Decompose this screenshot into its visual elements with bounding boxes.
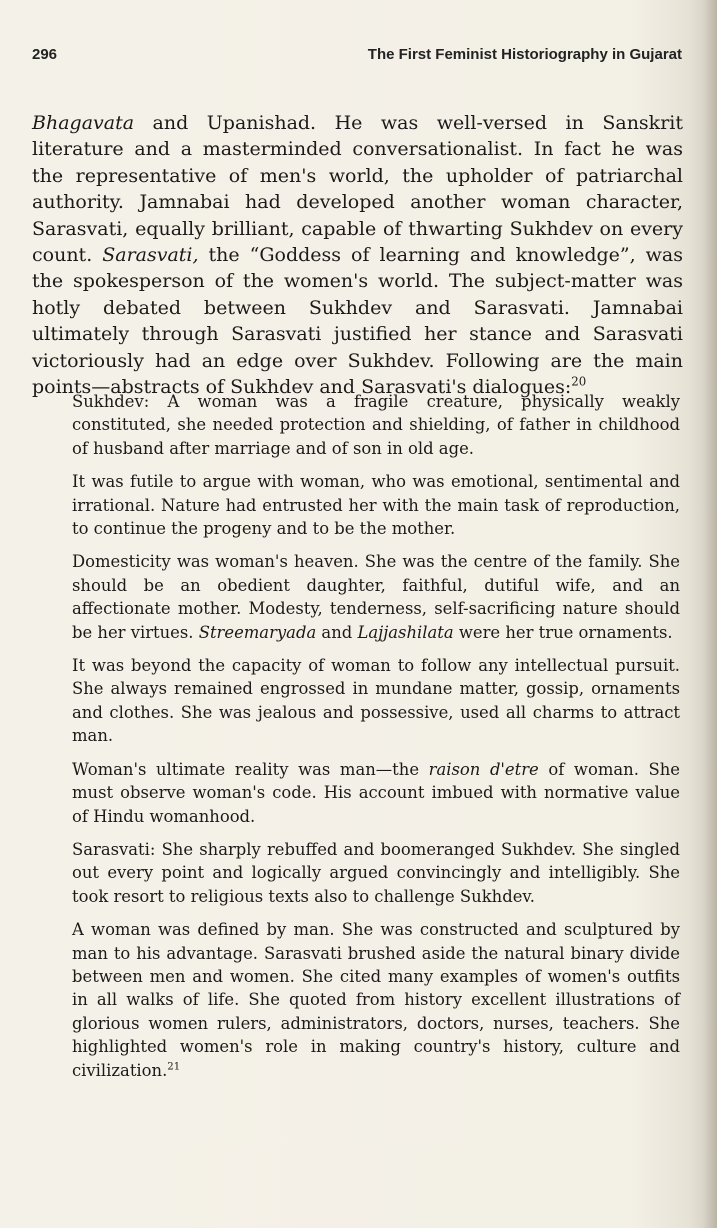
quote-paragraph: Sarasvati: She sharply rebuffed and boomeranged Sukhdev. She singled out every point and logically argued convincingly and intelligibly. She took resort to religious texts also to challenge Sukhdev. [72,839,680,906]
page-header [32,46,682,70]
italic-term: Lajjashilata [357,622,454,642]
quote-paragraph: Domesticity was woman's heaven. She was the centre of the family. She should be an obedient daughter, faithful, dutiful wife, and an affectionate mother. Modesty, tenderness, self-sacrificing nature should be her virtues. Streemaryada and Lajjashilata were her true ornaments. [72,552,680,642]
quote-paragraph: A woman was defined by man. She was constructed and sculptured by man to his advantage. Sarasvati brushed aside the natural binary divide between men and women. She cited many examples of women's outfits in all walks of life. She quoted from history excellent illustrations of glorious women rulers, administrators, doctors, nurses, teachers. She highlighted women's role in making country's history, culture and civilization.$^{21}$ [72,920,680,1080]
spine-shadow [703,0,717,1228]
block-quote [72,390,680,1092]
italic-term: Streemaryada [198,622,317,642]
italic-term: Bhagavata [32,112,135,134]
footnote-ref: 21 [167,1061,181,1073]
quote-paragraph: It was beyond the capacity of woman to follow any intellectual pursuit. She always remained engrossed in mundane matter, gossip, ornaments and clothes. She was jealous and possessive, used all charms to attract man. [72,656,680,746]
quote-paragraph: Woman's ultimate reality was man—the raison d'etre of woman. She must observe woman's code. His account imbued with normative value of Hindu womanhood. [72,759,681,826]
quote-paragraph: Sukhdev: A woman was a fragile creature, physically weakly constituted, she needed protection and shielding, of father in childhood of husband after marriage and of son in old age. [72,392,680,458]
italic-term: Sarasvati, [102,244,199,267]
footnote-ref: 20 [571,374,587,389]
quote-paragraph: It was futile to argue with woman, who was emotional, sentimental and irrational. Nature had entrusted her with the main task of reproduction, to continue the progeny and to be the mother. [72,472,680,539]
paragraph: Bhagavata and Upanishad. He was well-versed in Sanskrit literature and a masterminded conversationalist. In fact he was the representative of men's world, the upholder of patriarchal authority. Jamnabai had developed another woman character, Sarasvati, equally brilliant, capable of thwarting Sukhdev on every count. Sarasvati, the “Goddess of learning and knowledge”, was the spokesperson of the women's world. The subject-matter was hotly debated between Sukhdev and Sarasvati. Jamnabai ultimately through Sarasvati justified her stance and Sarasvati victoriously had an edge over Sukhdev. Following are the main points—abstracts of Sukhdev and Sarasvati's dialogues:$^{20}$ [32,112,683,399]
italic-term: raison d'etre [428,759,539,779]
running-title: The First Feminist Historiography in Gujarat [367,46,682,63]
body-text [32,110,683,400]
page-number: 296 [32,46,58,63]
